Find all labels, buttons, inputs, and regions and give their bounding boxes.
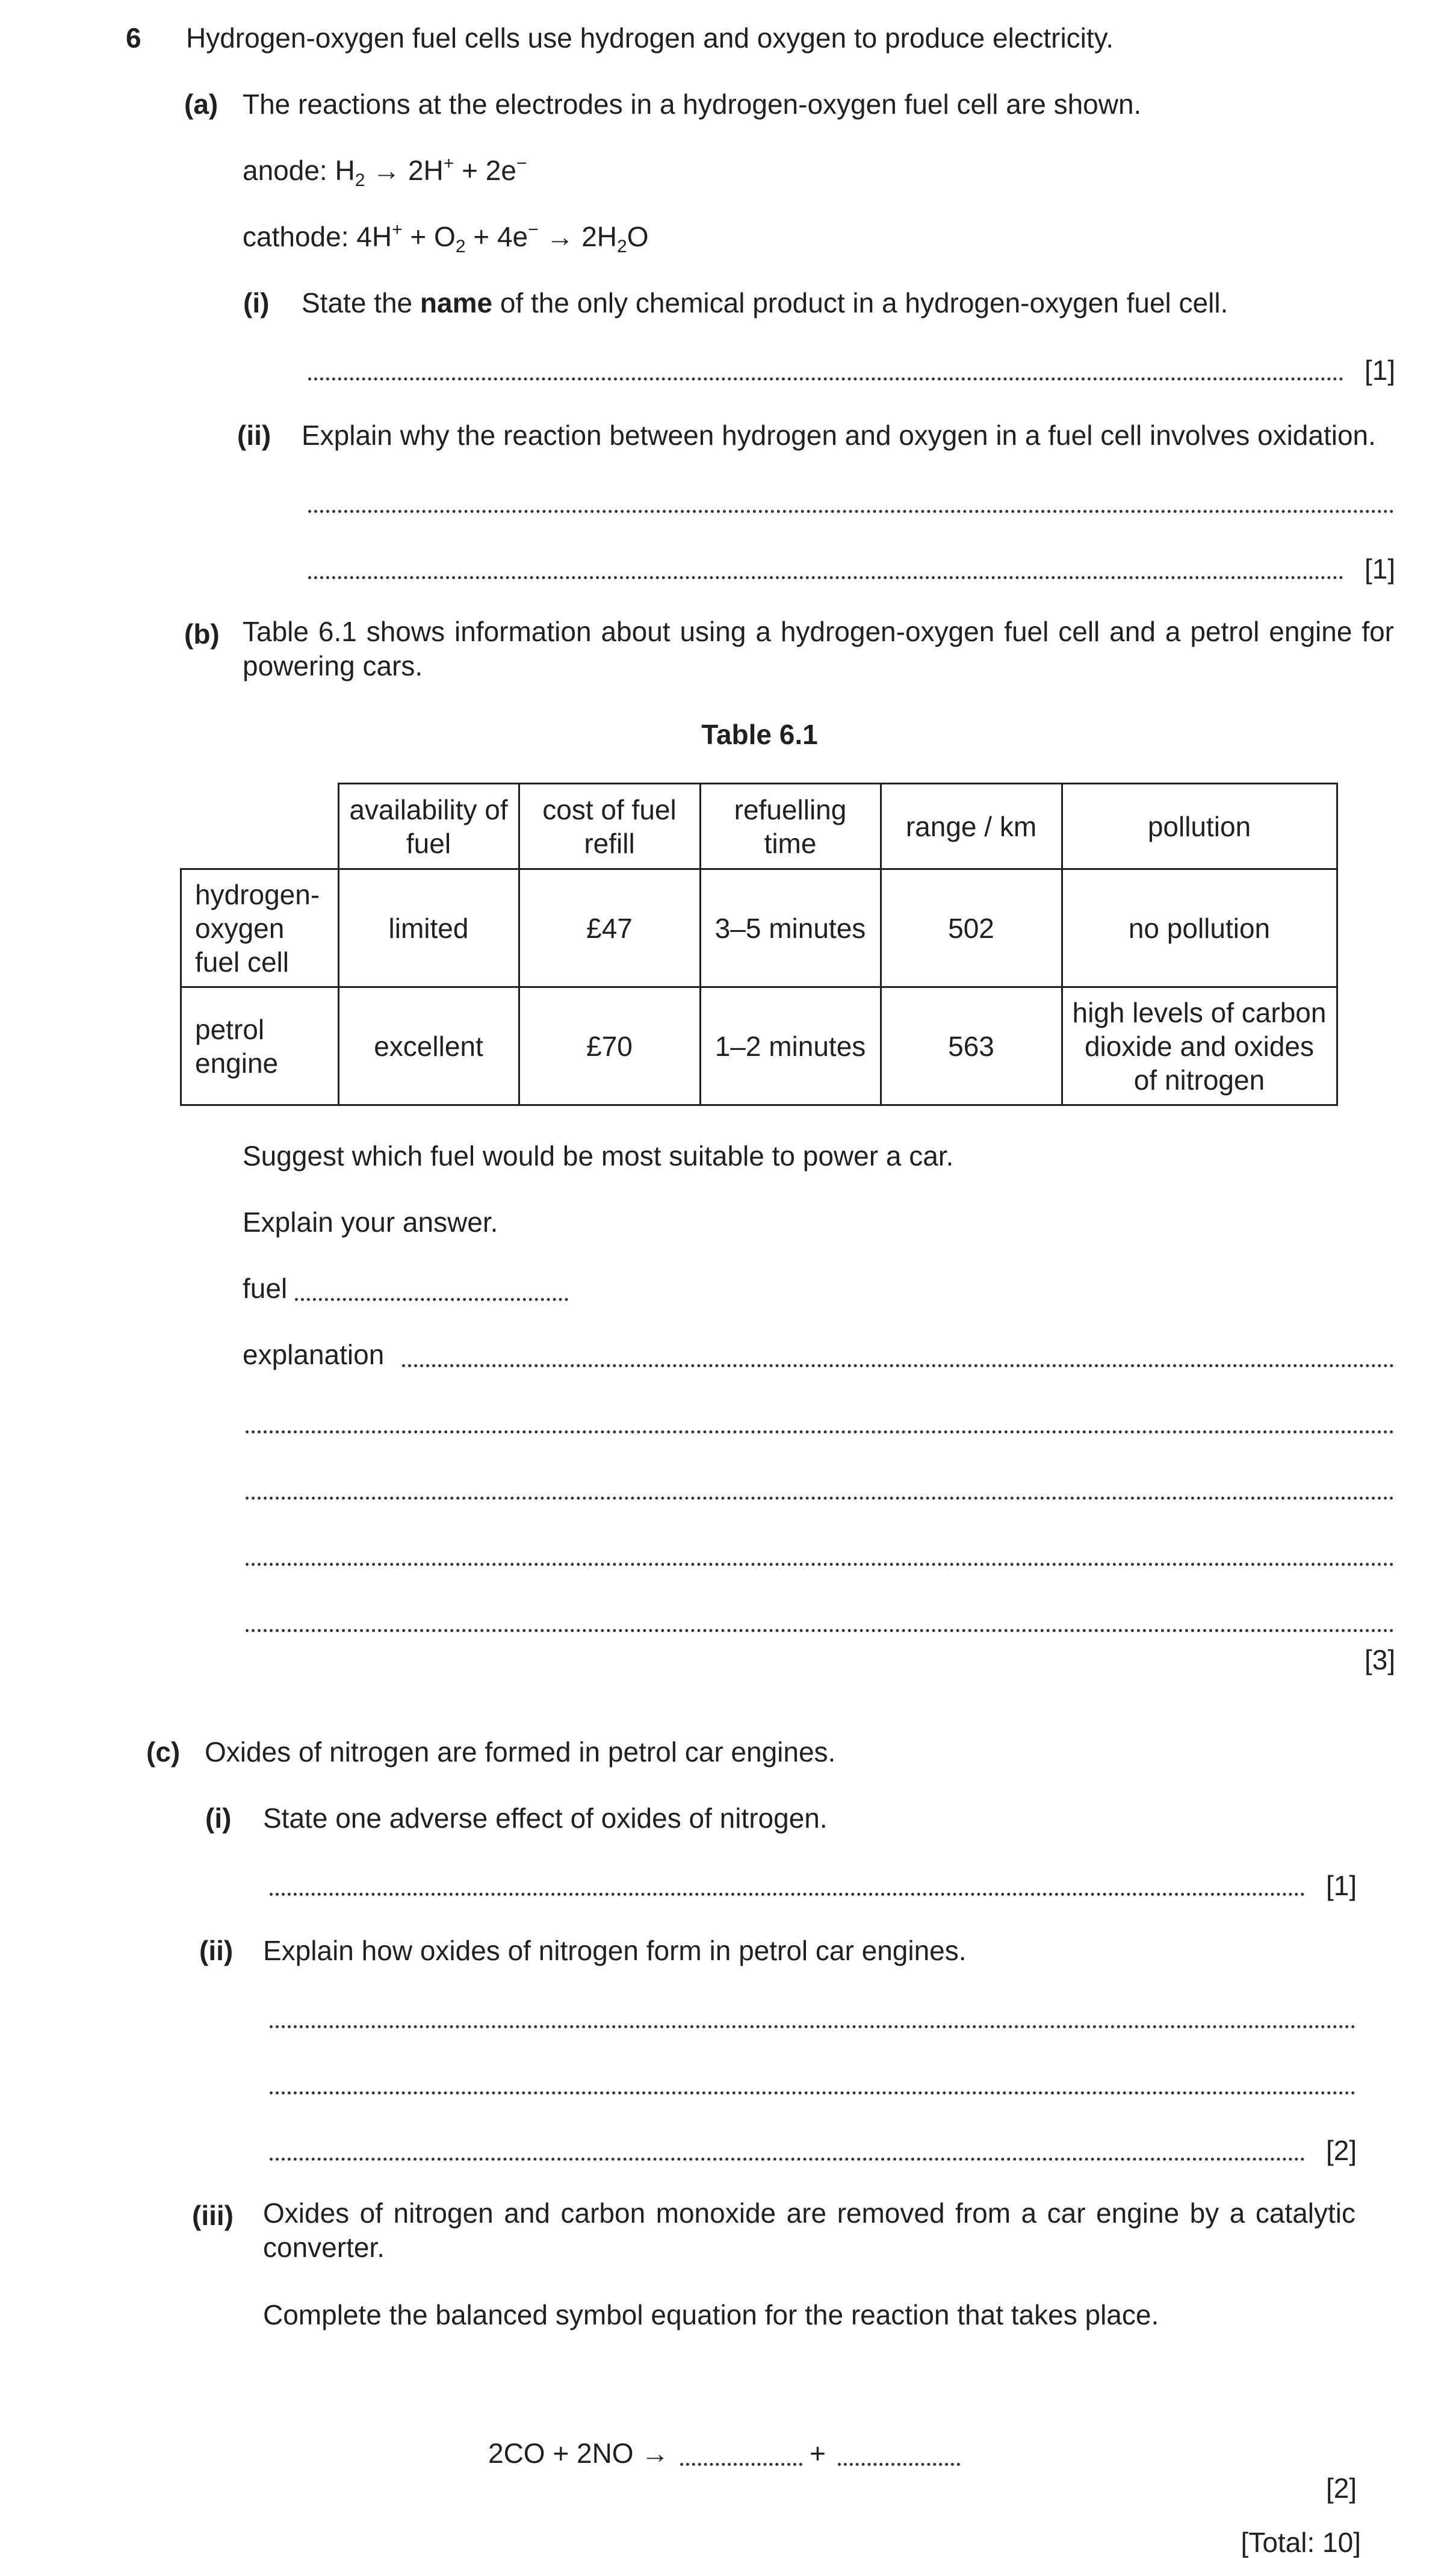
answer-line-a-i[interactable]: [308, 377, 1343, 380]
table-header: availability of fuel: [338, 784, 519, 869]
part-c-ii-text: Explain how oxides of nitrogen form in petrol car engines.: [263, 1935, 967, 1966]
cathode-label: cathode:: [243, 221, 349, 252]
table-cell: no pollution: [1062, 869, 1337, 987]
table-cell: high levels of carbon dioxide and oxides of nitrogen: [1062, 987, 1337, 1105]
explanation-label: explanation: [243, 1339, 385, 1370]
table-header: range / km: [881, 784, 1062, 869]
part-a-ii-label: (ii): [237, 420, 271, 451]
answer-line-a-ii-1[interactable]: [308, 510, 1394, 513]
part-a-ii-text: Explain why the reaction between hydrogen and oxygen in a fuel cell involves oxidation.: [302, 420, 1376, 451]
equation-product-2-field[interactable]: [838, 2463, 960, 2466]
marks-c-ii: [2]: [1326, 2135, 1357, 2166]
part-b-label: (b): [184, 618, 220, 650]
part-c-i-label: (i): [205, 1802, 232, 1834]
table-header: pollution: [1062, 784, 1337, 869]
part-a-i-text: [302, 289, 1228, 317]
table-row: [181, 869, 1337, 987]
part-c-iii-text: Oxides of nitrogen and carbon monoxide are removed from a car engine by a catalytic converter.: [263, 2197, 1355, 2263]
explanation-line-1[interactable]: [402, 1364, 1394, 1367]
part-a-label: (a): [184, 88, 218, 120]
part-c-iii-label: (iii): [192, 2200, 234, 2231]
table-title: Table 6.1: [701, 719, 818, 750]
part-c-ii-label: (ii): [199, 1935, 234, 1966]
part-c-label: (c): [146, 1736, 181, 1768]
part-a-text: The reactions at the electrodes in a hydrogen-oxygen fuel cell are shown.: [243, 88, 1142, 120]
anode-label: anode:: [243, 155, 327, 186]
table-corner: [181, 784, 339, 869]
part-c-iii-complete: Complete the balanced symbol equation for the reaction that takes place.: [263, 2299, 1159, 2330]
answer-line-a-ii-2[interactable]: [308, 576, 1343, 579]
part-a-i-label: (i): [243, 287, 270, 318]
explanation-line-5[interactable]: [246, 1629, 1394, 1632]
explain-text: Explain your answer.: [243, 1206, 498, 1238]
part-a-i-text-pre: State the: [302, 287, 413, 318]
explanation-line-4[interactable]: [246, 1563, 1394, 1566]
total-marks: [Total: 10]: [1241, 2527, 1361, 2558]
table-cell: £47: [519, 869, 700, 987]
answer-line-c-ii-3[interactable]: [270, 2158, 1305, 2161]
table-cell: £70: [519, 987, 700, 1105]
marks-a-ii: [1]: [1365, 553, 1396, 585]
table-cell: limited: [338, 869, 519, 987]
cathode-equation: [243, 220, 649, 256]
equation-plus: +: [810, 2438, 826, 2469]
equation-product-1-field[interactable]: [680, 2463, 802, 2466]
table-cell: 502: [881, 869, 1062, 987]
table-header: cost of fuel refill: [519, 784, 700, 869]
fuel-comparison-table: [180, 783, 1338, 1106]
part-c-text: Oxides of nitrogen are formed in petrol car engines.: [205, 1736, 836, 1768]
suggest-text: Suggest which fuel would be most suitable to power a car.: [243, 1140, 954, 1172]
part-a-i-text-bold: name: [420, 287, 493, 318]
answer-line-c-ii-1[interactable]: [270, 2025, 1355, 2028]
question-intro: Hydrogen-oxygen fuel cells use hydrogen and oxygen to produce electricity.: [186, 22, 1114, 54]
part-c-i-text: State one adverse effect of oxides of nitrogen.: [263, 1802, 828, 1834]
marks-c-i: [1]: [1326, 1870, 1357, 1901]
cathode-reaction: $4H^+ + O_2 + 4e^- \to 2H_2O$: [356, 220, 649, 256]
explanation-line-3[interactable]: [246, 1497, 1394, 1500]
anode-reaction: $H_2 \to 2H^+ + 2e^-$: [335, 154, 527, 190]
fuel-answer-line[interactable]: [295, 1298, 568, 1301]
row-header: petrol engine: [181, 987, 339, 1105]
marks-b: [3]: [1365, 1644, 1396, 1675]
marks-c-iii: [2]: [1326, 2473, 1357, 2504]
table-header: refuelling time: [700, 784, 881, 869]
anode-equation: [243, 154, 527, 190]
fuel-label: fuel: [243, 1273, 288, 1304]
table-row: [181, 987, 1337, 1105]
table-cell: excellent: [338, 987, 519, 1105]
row-header: hydrogen-oxygen fuel cell: [181, 869, 339, 987]
marks-a-i: [1]: [1365, 355, 1396, 386]
table-cell: 563: [881, 987, 1062, 1105]
part-a-i-text-post: of the only chemical product in a hydrogen-oxygen fuel cell.: [500, 287, 1228, 318]
part-b-text: Table 6.1 shows information about using a hydrogen-oxygen fuel cell and a petrol engine for powering cars.: [243, 616, 1394, 681]
table-cell: 1–2 minutes: [700, 987, 881, 1105]
answer-line-c-i[interactable]: [270, 1893, 1305, 1896]
explanation-line-2[interactable]: [246, 1430, 1394, 1433]
table-cell: 3–5 minutes: [700, 869, 881, 987]
answer-line-c-ii-2[interactable]: [270, 2091, 1355, 2094]
question-number: 6: [126, 22, 141, 54]
equation-lhs: 2CO + 2NO →: [488, 2438, 669, 2469]
